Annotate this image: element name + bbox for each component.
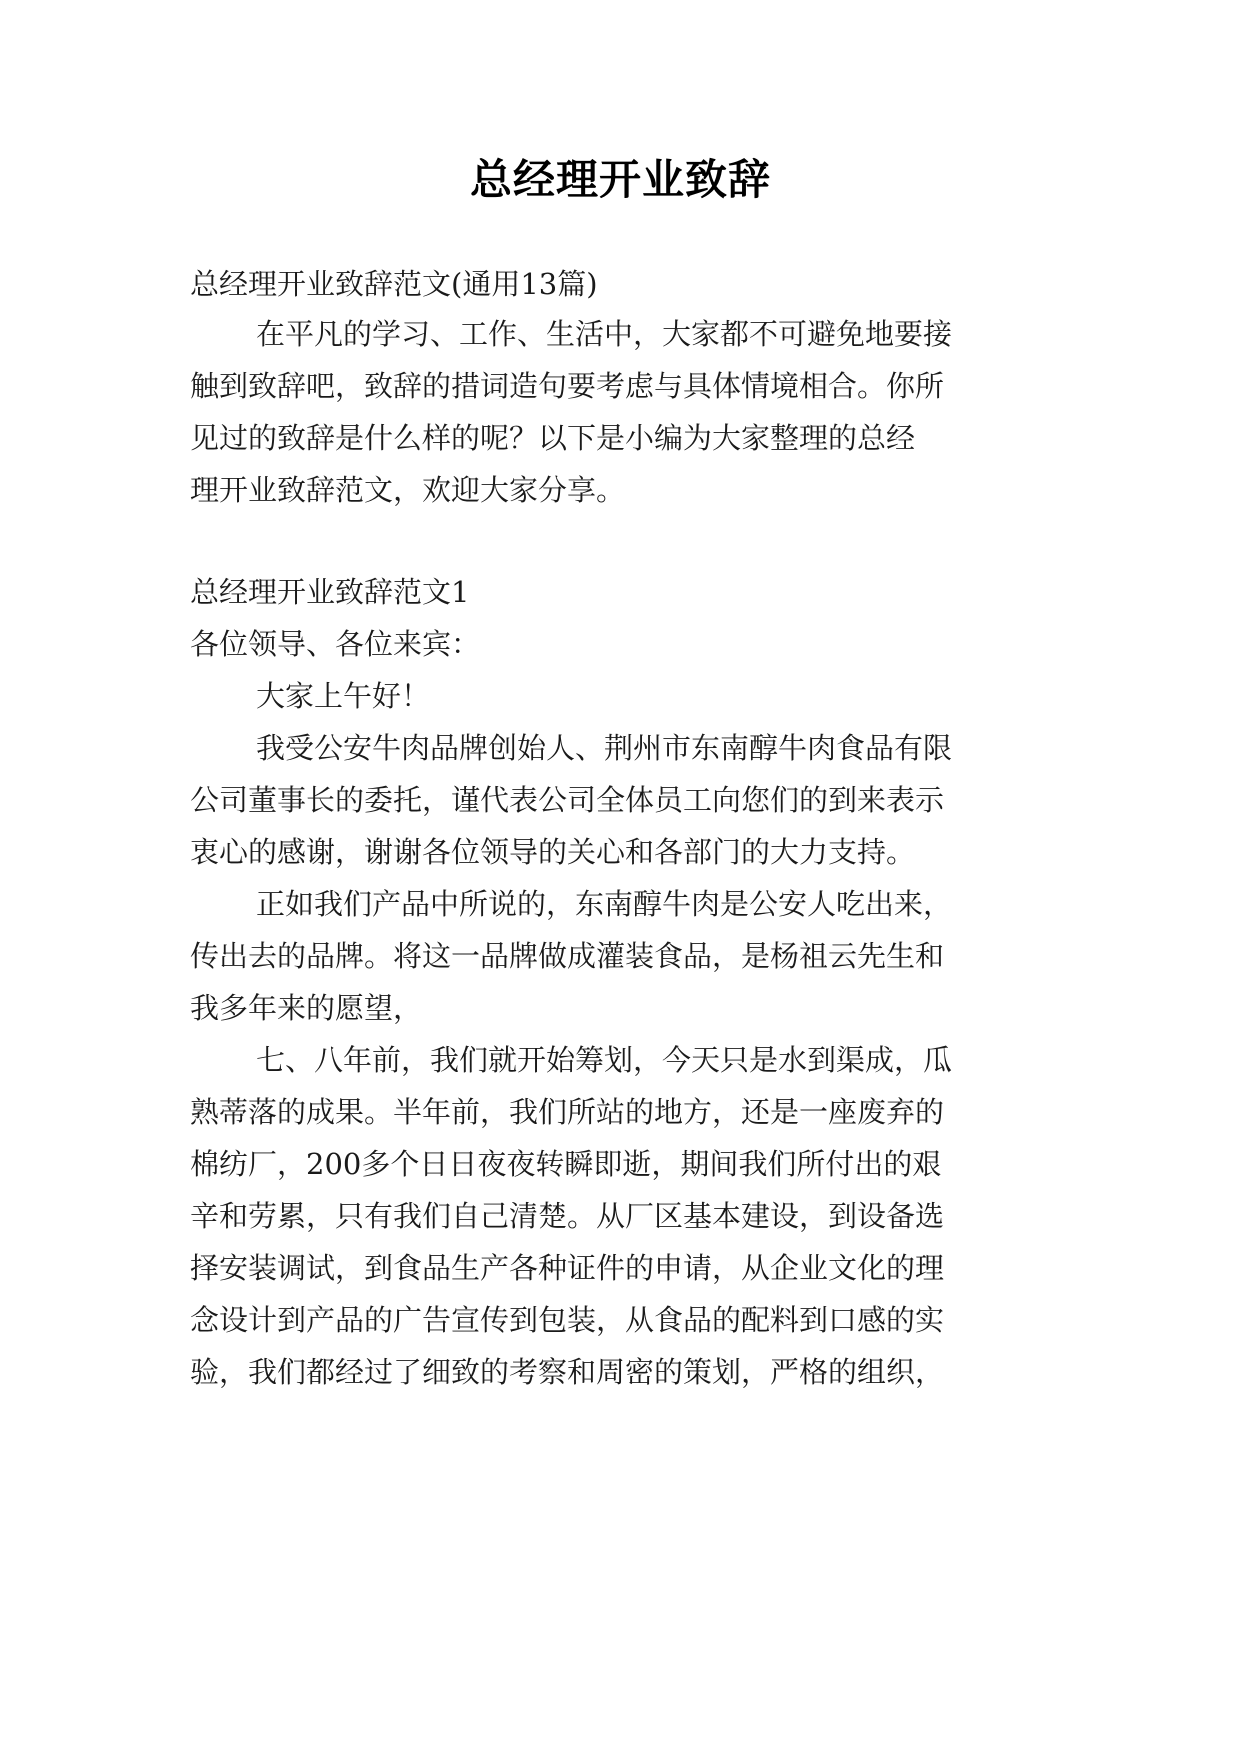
- intro-line: 理开业致辞范文，欢迎大家分享。: [190, 473, 626, 507]
- intro-line: 见过的致辞是什么样的呢？以下是小编为大家整理的总经: [190, 421, 916, 455]
- paragraph-line: 辛和劳累，只有我们自己清楚。从厂区基本建设，到设备选: [190, 1199, 945, 1233]
- paragraph-line: 七、八年前，我们就开始筹划，今天只是水到渠成，瓜: [256, 1043, 953, 1077]
- intro-line: 在平凡的学习、工作、生活中，大家都不可避免地要接: [256, 317, 953, 351]
- paragraph-line: 棉纺厂，200多个日日夜夜转瞬即逝，期间我们所付出的艰: [190, 1147, 942, 1181]
- paragraph-line: 念设计到产品的广告宣传到包装，从食品的配料到口感的实: [190, 1303, 945, 1337]
- intro-line: 触到致辞吧，致辞的措词造句要考虑与具体情境相合。你所: [190, 369, 945, 403]
- greeting: 大家上午好！: [256, 679, 431, 713]
- paragraph-line: 熟蒂落的成果。半年前，我们所站的地方，还是一座废弃的: [190, 1095, 945, 1129]
- section-heading: 总经理开业致辞范文1: [190, 575, 470, 609]
- salutation: 各位领导、各位来宾：: [190, 627, 481, 661]
- paragraph-line: 公司董事长的委托，谨代表公司全体员工向您们的到来表示: [190, 783, 945, 817]
- paragraph-line: 我受公安牛肉品牌创始人、荆州市东南醇牛肉食品有限: [256, 731, 953, 765]
- paragraph-line: 正如我们产品中所说的，东南醇牛肉是公安人吃出来，: [256, 887, 953, 921]
- paragraph-line: 衷心的感谢，谢谢各位领导的关心和各部门的大力支持。: [190, 835, 916, 869]
- paragraph-line: 传出去的品牌。将这一品牌做成灌装食品，是杨祖云先生和: [190, 939, 945, 973]
- document-subtitle: 总经理开业致辞范文(通用13篇): [190, 267, 598, 301]
- paragraph-line: 我多年来的愿望，: [190, 991, 423, 1025]
- paragraph-line: 择安装调试，到食品生产各种证件的申请，从企业文化的理: [190, 1251, 945, 1285]
- document-title: 总经理开业致辞: [469, 155, 771, 204]
- paragraph-line: 验，我们都经过了细致的考察和周密的策划，严格的组织，: [190, 1355, 945, 1389]
